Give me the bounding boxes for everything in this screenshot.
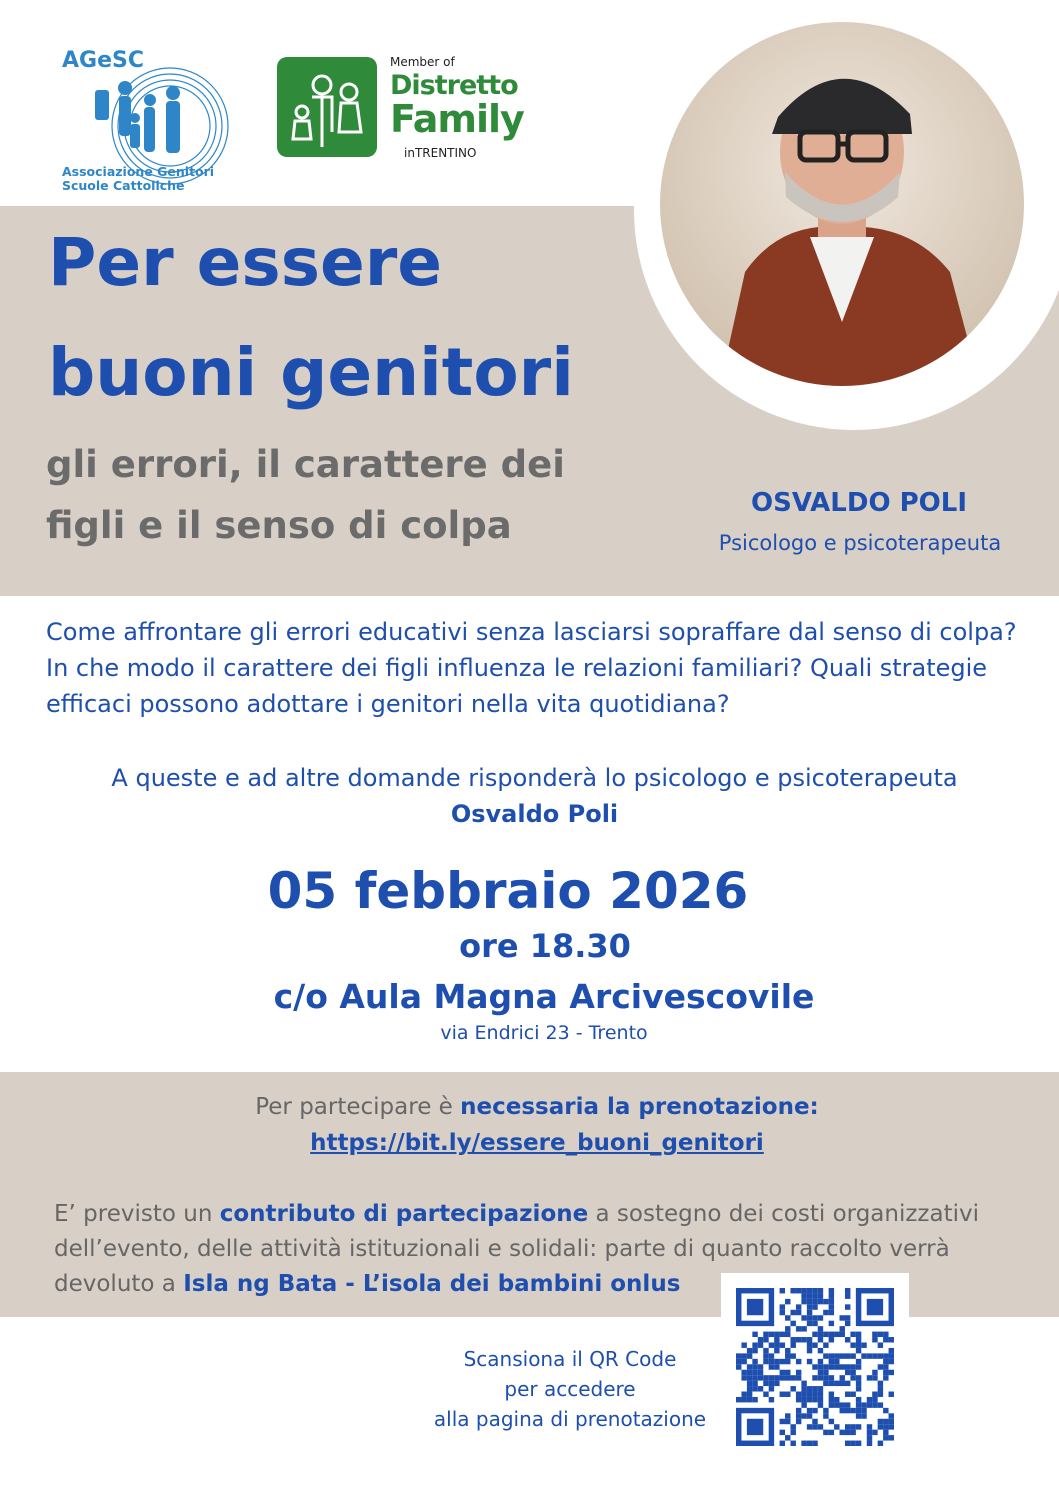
page-subtitle-line-1: gli errori, il carattere dei [46, 443, 565, 486]
booking-text: Per partecipare è necessaria la prenotazione: [255, 1094, 819, 1120]
distretto-family-logo [277, 57, 377, 157]
charity-name: Isla ng Bata - L’isola dei bambini onlus [183, 1271, 681, 1297]
booking-link[interactable]: https://bit.ly/essere_buoni_genitori [310, 1130, 764, 1156]
speaker-photo [660, 22, 1024, 386]
speaker-name: OSVALDO POLI [750, 488, 967, 518]
booking-emphasis: necessaria la prenotazione: [460, 1094, 819, 1120]
event-address: via Endrici 23 - Trento [440, 1022, 648, 1044]
df-distretto-text: Distretto [390, 70, 518, 101]
event-time: ore 18.30 [459, 927, 631, 965]
agesc-subtitle: Associazione Genitori Scuole Cattoliche [62, 164, 215, 193]
page-subtitle-line-2: figli e il senso di colpa [46, 504, 512, 547]
event-date: 05 febbraio 2026 [267, 862, 749, 920]
df-member-text: Member of [390, 55, 455, 69]
page-title-line-1: Per essere [48, 224, 443, 301]
answer-speaker-name: Osvaldo Poli [450, 800, 619, 828]
family-icon [277, 57, 377, 157]
contribution-paragraph: E’ previsto un contributo di partecipazione a sostegno dei costi organizzativi dell’evento, delle attività istituzionali e solidali: parte di quanto raccolto verrà devoluto a Isla ng Bata - L’isola dei bambini onlus [54, 1201, 980, 1297]
qr-code[interactable] [736, 1288, 894, 1446]
df-intrentino-text: inTRENTINO [404, 146, 477, 160]
qr-caption: Scansiona il QR Code per accedere alla pagina di prenotazione [433, 1347, 707, 1431]
event-place: c/o Aula Magna Arcivescovile [273, 977, 815, 1016]
contribution-emphasis: contributo di partecipazione [219, 1201, 589, 1227]
page-title-line-2: buoni genitori [48, 334, 574, 411]
agesc-logo-text: AGeSC [62, 48, 144, 73]
df-family-text: Family [390, 97, 524, 141]
speaker-role: Psicologo e psicoterapeuta [718, 531, 1002, 555]
answer-text: A queste e ad altre domande risponderà lo psicologo e psicoterapeuta [111, 764, 958, 792]
intro-paragraph: Come affrontare gli errori educativi senza lasciarsi sopraffare dal senso di colpa? In che modo il carattere dei figli influenza le relazioni familiari? Quali strategie efficaci possono adottare i genitori nella vita quotidiana? [46, 618, 1017, 718]
